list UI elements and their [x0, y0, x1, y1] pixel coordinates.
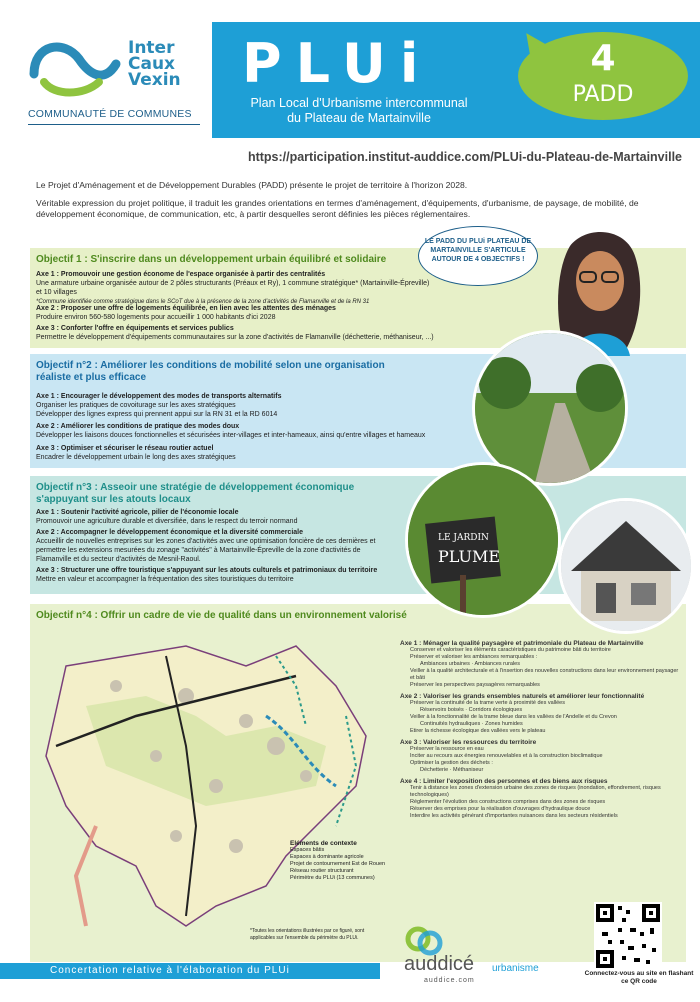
obj1-axe3-text: Permettre le développement d'équipements communautaires sur la zone d'activités de Flamanville (déchetterie, méthaniseur, ...) — [36, 334, 434, 341]
intro-p1: Le Projet d'Aménagement et de Développement Durables (PADD) présente le projet de territoire à l'horizon 2028. — [36, 180, 468, 190]
speech-bubble — [418, 226, 538, 286]
legend-item: Ambiances urbaines — [420, 661, 470, 667]
map-legend: Axe 1 : Ménager la qualité paysagère et patrimoniale du Plateau de Martainville Conserver et valoriser les éléments caractéristiques du patrimoine bâti du territoire Préserver et valoriser les ambiances remarquables : Ambiances urbaines · Ambiances rurales Veiller à la qualité architecturale et à l'insertion des nouvelles constructions dans leur environnement paysager et bâti Préserver les perspectives paysagères remarquables Axe 2 : Valoriser les grands ensembles naturels et améliorer leur fonctionnalité Préserver la continuité de la trame verte à proximité des vallées Réservoirs boisés · Corridors écologiques Veiller à la fonctionnalité de la trame bleue dans les vallées de l'Andelle et du Crevon Continuités hydrauliques · Zones humides Etirer la richesse écologique des vallées vers le plateau Axe 3 : Valoriser les ressources du territoire Préserver la ressource en eau Inciter au recours aux énergies renouvelables et à la construction bioclimatique Optimiser la gestion des déchets : Déchetterie · Méthaniseur Axe 4 : Limiter l'exposition des personnes et des biens aux risques Tenir à distance les zones d'extension urbaine des zones de risques (inondation, effondrement, risques technologiques) Réglementer l'évolution des constructions comprises dans des zones de risques Réserver des emprises pour la réalisation d'ouvrages d'hydraulique douce Interdire les activités générant d'importantes nuisances dans les secteurs résidentiels — [400, 640, 679, 819]
legend-item: Méthaniseur — [453, 767, 484, 773]
legend-item: Tenir à distance les zones d'extension urbaine des zones de risques (inondation, effondrement, risques technologiques) — [410, 785, 661, 798]
shop-building-photo — [558, 498, 694, 634]
context-title: Eléments de contexte — [290, 840, 357, 847]
page-title: PLUi — [242, 32, 433, 95]
legend-item: Réservoirs boisés — [420, 707, 464, 713]
qr-code-icon — [594, 902, 662, 970]
obj1-axe1-note: *Commune identifiée comme stratégique dans le SCoT due à la présence de la zone d'activités de Flamanville et de la RN 31 — [36, 299, 370, 305]
footnote: *Toutes les orientations illustrées par ce figuré, sont applicables sur l'ensemble du périmètre du PLUi. — [250, 928, 365, 941]
intro-text — [36, 180, 676, 227]
legend-item: Préserver la continuité de la trame verte à proximité des vallées — [410, 700, 565, 706]
obj1-axe2-title: Axe 2 : Proposer une offre de logements équilibrée, en lien avec les attentes des ménages — [36, 305, 336, 312]
legend-item: Veiller à la qualité architecturale et à l'insertion des nouvelles constructions dans leur environnement paysager et bâti — [410, 668, 679, 681]
legend-item: Continuités hydrauliques — [420, 721, 481, 727]
obj1-axe1 — [36, 270, 436, 307]
footer-bar — [0, 963, 380, 979]
obj2-axe2 — [36, 422, 496, 440]
legend-axe2: Axe 2 : Valoriser les grands ensembles naturels et améliorer leur fonctionnalité — [400, 693, 645, 700]
legend-item: Inciter au recours aux énergies renouvelables et à la construction bioclimatique — [410, 753, 603, 759]
legend-item: Ambiances rurales — [474, 661, 520, 667]
obj2-axe3-text: Encadrer le développement urbain le long des axes stratégiques — [36, 454, 236, 461]
territory-map — [36, 626, 396, 946]
context-item: Réseau routier structurant — [290, 868, 354, 874]
obj3-axe2 — [36, 528, 396, 564]
obj3-axe3-text: Mettre en valeur et accompagner la fréquentation des sites touristiques du territoire — [36, 576, 294, 583]
qr-code[interactable] — [594, 902, 662, 970]
logo-subtitle: COMMUNAUTÉ DE COMMUNES — [28, 108, 192, 120]
objective-4-title: Objectif n°4 : Offrir un cadre de vie de qualité dans un environnement valorisé — [36, 610, 407, 621]
legend-item: Corridors écologiques — [468, 707, 523, 713]
obj2-axe1-text: Organiser les pratiques de covoiturage sur les axes stratégiques — [36, 402, 236, 409]
objective-1-title: Objectif 1 : S'inscrire dans un développement urbain équilibré et solidaire — [36, 254, 387, 265]
obj2-axe2-title: Axe 2 : Améliorer les conditions de pratique des modes doux — [36, 423, 240, 430]
legend-axe3: Axe 3 : Valoriser les ressources du territoire — [400, 739, 537, 746]
legend-item: Préserver et valoriser les ambiances remarquables : — [410, 654, 538, 660]
context-item: Espaces à dominante agricole — [290, 854, 364, 860]
page-subtitle — [234, 96, 484, 126]
auddice-logo — [404, 925, 584, 985]
obj2-axe1 — [36, 392, 456, 419]
obj2-axe1-text2: Développer des lignes express qui prennent appui sur la RN 31 et la RD 6014 — [36, 411, 278, 418]
context-item: Périmètre du PLUi (13 communes) — [290, 875, 375, 881]
qr-caption: Connectez-vous au site en flashant ce QR code — [584, 970, 694, 985]
obj1-axe2 — [36, 304, 436, 322]
obj2-axe1-title: Axe 1 : Encourager le développement des modes de transports alternatifs — [36, 393, 282, 400]
obj1-axe1-title: Axe 1 : Promouvoir une gestion économe de l'espace organisée à partir des centralités — [36, 271, 326, 278]
context-legend — [290, 840, 400, 882]
intro-p2: Véritable expression du projet politique, il traduit les grandes orientations en termes d'aménagement, d'équipements, d'urbanisme, de paysage, de mobilité, de développement économique, de communication, etc, à partir desquelles seront définies les pièces réglementaires. — [36, 197, 639, 219]
intercaux-vexin-logo — [20, 28, 195, 128]
auddice-site: auddice.com — [424, 977, 475, 984]
legend-item: Interdire les activités générant d'importantes nuisances dans les secteurs résidentiels — [410, 813, 618, 819]
logo-divider — [28, 124, 200, 125]
obj3-axe3 — [36, 566, 406, 584]
logo-line1: Inter — [128, 38, 175, 58]
context-item: Espaces bâtis — [290, 847, 325, 853]
obj2-axe3-title: Axe 3 : Optimiser et sécuriser le réseau routier actuel — [36, 445, 214, 452]
auddice-tag: urbanisme — [492, 963, 539, 974]
legend-item: Préserver la ressource en eau — [410, 746, 484, 752]
obj1-axe1-text: Une armature urbaine organisée autour de 2 pôles structurants (Préaux et Ry), 1 commune stratégique* (Martainville-Épreville) et 10 villages — [36, 280, 430, 296]
participation-url[interactable]: https://participation.institut-auddice.com/PLUi-du-Plateau-de-Martainville — [247, 150, 682, 164]
sign-line2: PLUME — [438, 547, 501, 566]
footer-text: Concertation relative à l'élaboration du PLUi — [50, 965, 290, 976]
objective-2-title: Objectif n°2 : Améliorer les conditions de mobilité selon une organisation réaliste et plus efficace — [36, 360, 385, 383]
obj3-axe1 — [36, 508, 396, 526]
obj3-axe2-title: Axe 2 : Accompagner le développement économique et la diversité commerciale — [36, 529, 304, 536]
obj3-axe1-title: Axe 1 : Soutenir l'activité agricole, pilier de l'économie locale — [36, 509, 239, 516]
legend-item: Veiller à la fonctionnalité de la trame bleue dans les vallées de l'Andelle et du Crevon — [410, 714, 617, 720]
sign-line1: LE JARDIN — [438, 533, 489, 543]
badge-label: PADD — [572, 82, 634, 107]
legend-item: Réserver des emprises pour la réalisation d'ouvrages d'hydraulique douce — [410, 806, 591, 812]
legend-item: Optimiser la gestion des déchets : — [410, 760, 493, 766]
legend-axe4: Axe 4 : Limiter l'exposition des personnes et des biens aux risques — [400, 778, 608, 785]
auddice-brand: auddicé — [404, 953, 475, 975]
objective-3-title: Objectif n°3 : Asseoir une stratégie de développement économique s'appuyant sur les atouts locaux — [36, 482, 355, 505]
legend-item: Préserver les perspectives paysagères remarquables — [410, 682, 540, 688]
obj3-axe2-text: Accueillir de nouvelles entreprises sur les zones d'activités avec une optimisation foncière de ces dernières et permettre les extensions mesurées du zonage "activités" à Martainville-Épreville de la zone d'activités de Flamanville et du secteur d'activités de Mesnil-Raoul. — [36, 538, 376, 563]
legend-axe1: Axe 1 : Ménager la qualité paysagère et patrimoniale du Plateau de Martainville — [400, 640, 644, 647]
obj1-axe2-text: Produire environ 560-580 logements pour accueillir 1 000 habitants d'ici 2028 — [36, 314, 276, 321]
obj2-axe2-text: Développer les liaisons douces fonctionnelles et sécurisées inter-villages et inter-hameaux, ainsi qu'entre villages et hameaux — [36, 432, 426, 439]
legend-item: Déchetterie — [420, 767, 449, 773]
logo-wave-icon — [24, 34, 124, 104]
obj1-axe3-title: Axe 3 : Conforter l'offre en équipements et services publics — [36, 325, 234, 332]
obj3-axe3-title: Axe 3 : Structurer une offre touristique s'appuyant sur les atouts culturels et patrimoniaux du territoire — [36, 567, 378, 574]
logo-line2: Caux — [128, 54, 176, 74]
obj2-axe3 — [36, 444, 456, 462]
le-jardin-plume-photo — [405, 462, 561, 618]
badge-number: 4 — [590, 38, 616, 79]
logo-line3: Vexin — [128, 70, 181, 90]
subtitle-line1: Plan Local d'Urbanisme intercommunal — [250, 96, 468, 110]
legend-item: Conserver et valoriser les éléments caractéristiques du patrimoine bâti du territoire — [410, 647, 611, 653]
context-item: Projet de contournement Est de Rouen — [290, 861, 386, 867]
speech-text: LE PADD DU PLUi PLATEAU DE MARTAINVILLE S'ARTICULE AUTOUR DE 4 OBJECTIFS ! — [424, 238, 532, 263]
legend-item: Zones humides — [485, 721, 523, 727]
subtitle-line2: du Plateau de Martainville — [287, 111, 431, 125]
legend-item: Réglementer l'évolution des constructions comprises dans des zones de risques — [410, 799, 606, 805]
legend-item: Etirer la richesse écologique des vallées vers le plateau — [410, 728, 546, 734]
padd-badge — [518, 32, 688, 120]
obj3-axe1-text: Promouvoir une agriculture durable et diversifiée, dans le respect du terroir normand — [36, 518, 298, 525]
